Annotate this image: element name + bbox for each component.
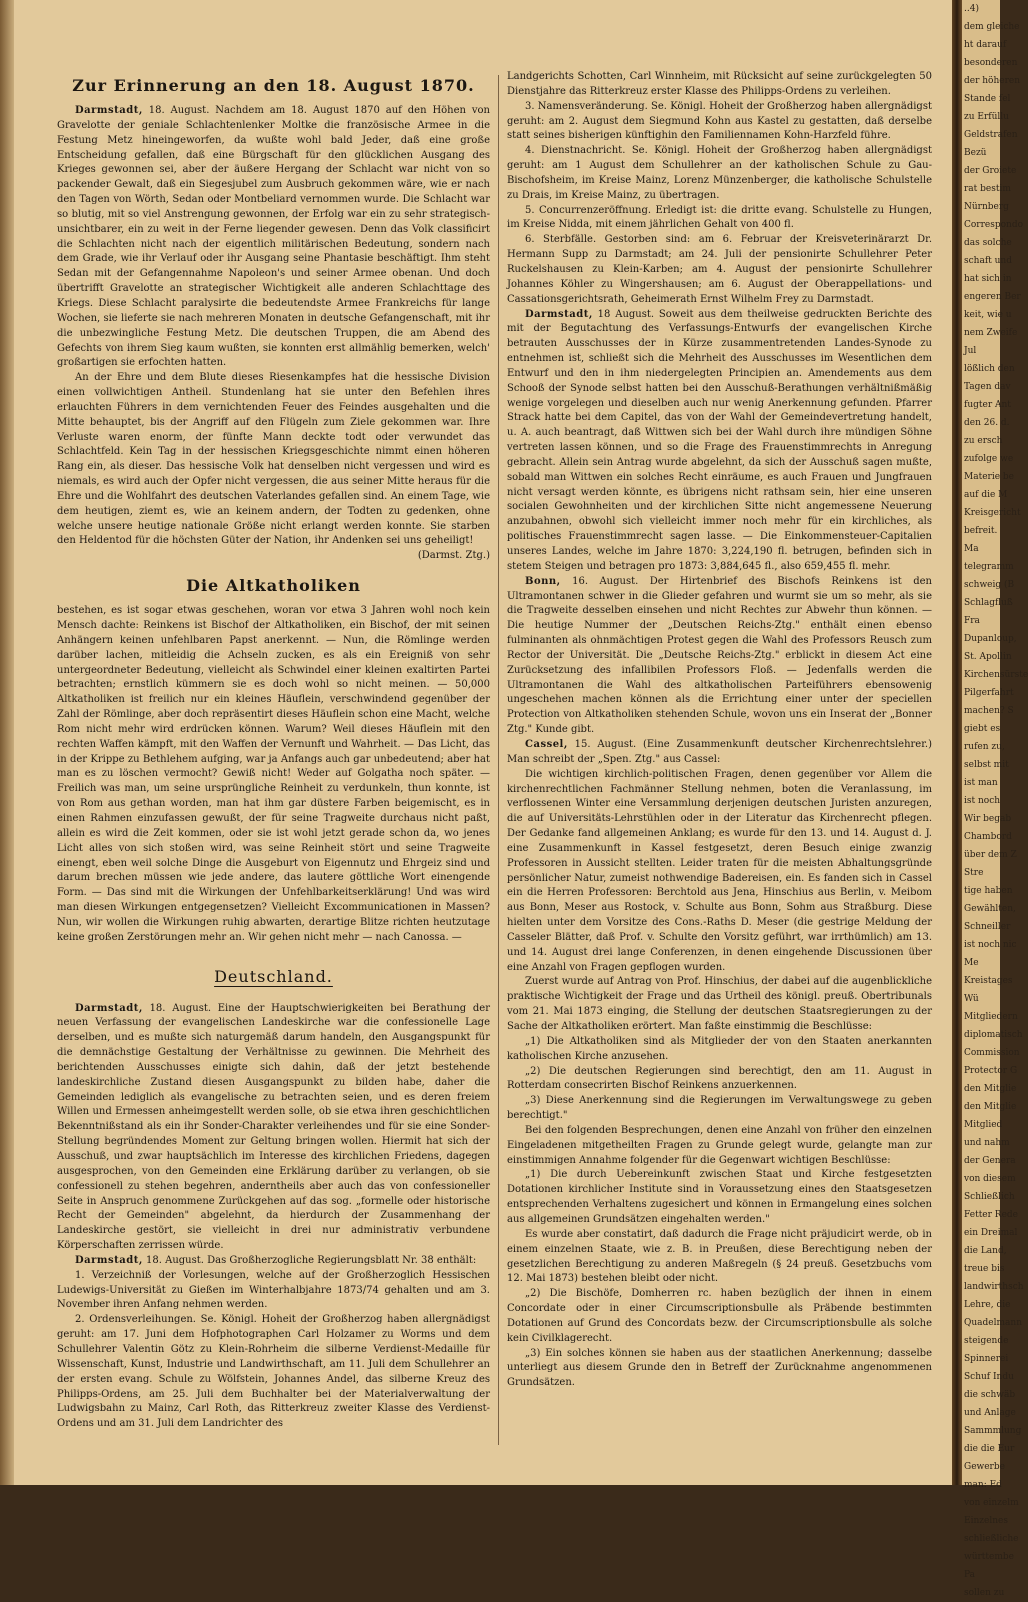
next-page-line: hat sich in	[964, 274, 1012, 284]
dateline: Darmstadt,	[75, 105, 143, 116]
list-item: 6. Sterbfälle. Gestorben sind: am 6. Februar der Kreisveterinärarzt Dr. Hermann Supp zu Darmstadt; am 24. Juli der pensionirte Schullehrer Peter Ruckelshausen zu Klein-Karben; am 4. August der pensionirte Schullehrer Johannes Köhler zu Wingershausen; am 6. August der Oberappellations- und Cassationsgerichtsrath, Geheimerath Ernst Wilhelm Frey zu Darmstadt.	[507, 234, 932, 305]
next-page-line: schweig (B	[964, 580, 1015, 590]
next-page-line: Kreistages	[964, 976, 1013, 986]
next-page-line: rufen zu,	[964, 742, 1005, 752]
next-page-line: Pilgerfahrt	[964, 688, 1014, 698]
next-page-line: zu Erfüllu	[964, 112, 1009, 122]
article-paragraph: bestehen, es ist sogar etwas geschehen, woran vor etwa 3 Jahren wohl noch kein Mensch dachte: Reinkens ist Bischof der Altkatholiken, ein Bischof, der mit seinen Anhängern keinen unfehlbaren Papst anerkennt. — Nun, die Römlinge werden darüber lachen, mitleidig die Achseln zucken, es als ein Ereigniß von sehr untergeordneter Bedeutung, vielleicht als Schwindel einer kleinen exaltirten Partei betrachten; ernstlich kümmern sie es doch wohl so nicht meinen. — 50,000 Altkatholiken ist freilich nur ein kleines Häuflein, verschwindend gegenüber der Zahl der Römlinge, aber doch repräsentirt dieses Häuflein schon eine Macht, welche Rom nicht mehr wird erdrücken können. Warum? Weil dieses Häuflein mit den rechten Waffen kämpft, mit den Waffen der Vernunft und Wahrheit. — Das Licht, das in der Krippe zu Bethlehem aufging, war ja Anfangs auch gar unbedeutend; aber hat man es zu löschen vermocht? Gewiß nicht! Weder auf Golgatha noch später. — Freilich was man, um seine ursprüngliche Reinheit zu verdunkeln, thun konnte, ist von Rom aus gethan worden, man hat ihm gar düstere Farben beigemischt, es in einen Rahmen einzufassen gewußt, der für seine Tragweite durchaus nicht paßt, allein es wird die Zeit kommen, oder sie ist wohl jetzt gerade schon da, wo jenes Licht alles von sich stoßen wird, was seine Reinheit stört und seine Tragweite einengt, eben weil solche Dinge die Ausgeburt von Eigennutz und Ehrgeiz sind und darum brechen müssen wie jede andere, das lautere göttliche Wort einengende Form. — Das sind mit die Wirkungen der Unfehlbarkeitserklärung! Und was wird man diesen Wirkungen entgegensetzen? Vielleicht Excommunicationen in Massen? Nun, wir wollen die Wirkungen ruhig abwarten, derartige Blitze richten heutzutage keine großen Zerstörungen mehr an. Wir gehen nicht mehr — nach Canossa. —	[57, 605, 490, 943]
next-page-line: Sammmlung	[964, 1426, 1022, 1436]
next-page-line: Gewerbe	[964, 1462, 1005, 1472]
next-page-line: zufolge we	[964, 454, 1014, 464]
next-page-line: selbst mit	[964, 760, 1009, 770]
next-page-line: Chambord	[964, 832, 1012, 842]
next-page-line: sollen zu	[964, 1588, 1005, 1598]
resolution-item: „1) Die Altkatholiken sind als Mitglieder der von den Staaten anerkannten katholischen Kirche anzusehen.	[507, 1035, 932, 1062]
next-page-line: Stre	[964, 868, 984, 878]
article-paragraph: Darmstadt, 18 August. Soweit aus dem theilweise gedruckten Berichte des mit der Begutachtung des Verfassungs-Entwurfs der evangelischen Kirche betrauten Ausschusses der in Kürze zusammentretenden Landes-Synode zu entnehmen ist, schließt sich die Mehrheit des Ausschusses im Wesentlichen dem Entwurf und den in ihm niedergelegten Principien an. Amendements aus dem Schooß der Synode selbst hatten bei den Ausschuß-Berathungen verhältnißmäßig wenige vorgelegen und dieselben auch nur wenig Anerkennung gefunden. Pfarrer Strack hatte bei dem Capitel, das von der Wahl der Gemeindevertretung handelt, u. A. auch beantragt, daß Wittwen sich bei der Wahl durch ihre mündigen Söhne vertreten lassen können, und so die Frage des Frauenstimmrechts in Anregung gebracht. Allein sein Antrag wurde abgelehnt, da sich der Ausschuß sagen mußte, sobald man Wittwen ein solches Recht einräume, es auch Frauen und Jungfrauen nicht versagt werden könnte, es übrigens nicht rathsam sein, hier eine unseren socialen Gewohnheiten und der kirchlichen Sitte nicht angemessene Neuerung anzubahnen, obwohl sich vielleicht immer noch mehr für ein kirchliches, als politisches Frauenstimmrecht sagen lasse. — Die Einkommensteuer-Capitalien unseres Landes, welche im Jahre 1870: 3,224,190 fl. betrugen, befinden sich in stetem Steigen und betragen pro 1873: 3,884,645 fl., also 659,455 fl. mehr.	[507, 308, 932, 572]
next-page-line: und Anlage	[964, 1408, 1016, 1418]
next-page-line: von einzelm	[964, 1498, 1019, 1508]
list-item: 1. Verzeichniß der Vorlesungen, welche auf der Großherzoglich Hessischen Ludewigs-Universität zu Gießen im Winterhalbjahre 1873/74 gehalten und am 3. November ihren Anfang nehmen werden.	[57, 1269, 490, 1311]
next-page-line: Ma	[964, 544, 979, 554]
dateline: Bonn,	[525, 575, 561, 587]
resolution-item: „2) Die deutschen Regierungen sind berechtigt, den am 11. August in Rotterdam consecrirten Bischof Reinkens anzuerkennen.	[507, 1065, 932, 1092]
resolution-item: „3) Ein solches können sie haben aus der staatlichen Anerkennung; dasselbe unterliegt aus diesem Grunde den in Betreff der Zurücknahme angenommenen Grundsätzen.	[507, 1347, 932, 1389]
next-page-line: zu ersch	[964, 436, 1003, 446]
article-paragraph: Landgerichts Schotten, Carl Winnheim, mit Rücksicht auf seine zurückgelegten 50 Dienstjahre das Ritterkreuz erster Klasse des Philipps-Ordens zu verleihen.	[507, 71, 932, 97]
next-page-line: Spinnerei	[964, 1354, 1009, 1364]
next-page-line: Lehre, die	[964, 1300, 1011, 1310]
article-paragraph: An der Ehre und dem Blute dieses Riesenkampfes hat die hessische Division einen vollwichtigen Antheil. Stundenlang hat sie unter den Befehlen ihres erlauchten Führers in dem vernichtenden Feuer des Feindes ausgehalten und die Mitte behauptet, bis der Angriff auf den Flügeln zum Ziele gekommen war. Ihre Verluste waren enorm, der fünfte Mann deckte todt oder verwundet das Schlachtfeld. Kein Tag in der hessischen Kriegsgeschichte nimmt einen höheren Rang ein, als dieser. Das hessische Volk hat denselben nicht vergessen und wird es niemals, es wird auch der Opfer nicht vergessen, die aus seiner Mitte heraus für die Ehre und die Wohlfahrt des deutschen Vaterlandes gefallen sind. An einem Tage, wie dem heutigen, ziemt es, wie an keinem andern, der Todten zu gedenken, ohne welche unsere heutige nationale Größe nicht erlangt werden konnte. Sie starben den Heldentod für die höchsten Güter der Nation, ihr Andenken sei uns geheiligt! (Darmst. Ztg.)	[57, 371, 490, 564]
resolution-item: „1) Die durch Uebereinkunft zwischen Staat und Kirche festgesetzten Dotationen kirchlicher Institute sind in Voraussetzung eines den Staatsgesetzen entsprechenden Verhaltens zugesichert und können in Ermangelung eines solchen aus allgemeinen Grundsätzen eingehalten werden."	[507, 1169, 932, 1225]
next-page-line: der höheren	[964, 76, 1021, 86]
article-paragraph: Die wichtigen kirchlich-politischen Fragen, denen gegenüber vor Allem die kirchenrechtlichen Fachmänner Stellung nehmen, boten die Veranlassung, im verflossenen Winter eine Versammlung derjenigen deutschen Juristen anzuregen, die auf Universitäts-Lehrstühlen oder in der Literatur das Kirchenrecht pflegen. Der Gedanke fand allgemeinen Anklang; es wurde für den 13. und 14. August d. J. eine Zusammenkunft in Kassel festgesetzt, deren Besuch einige zwanzig Professoren in Aussicht stellten. Leider traten für die meisten Abhaltungsgründe persönlicher Natur, zumeist nothwendige Badereisen, ein. Es fanden sich in Cassel ein die Herren Professoren: Berchtold aus Jena, Hinschius aus Berlin, v. Meibom aus Bonn, Meser aus Rostock, v. Schulte aus Bonn, Sohm aus Straßburg. Diese hielten unter dem Vorsitze des Cons.-Raths D. Meser (die gestrige Meldung der Casseler Blätter, daß Prof. v. Schulte den Vorsitz geführt, war irrthümlich) am 13. und 14. August drei lange Conferenzen, in denen eingehende Discussionen über eine Anzahl von Fragen gepflogen wurden.	[507, 768, 932, 973]
next-page-line: Schließlich	[964, 1192, 1015, 1202]
list-item: 3. Namensveränderung. Se. Königl. Hoheit der Großherzog haben allergnädigst geruht: am 2. August dem Siegmund Kohn aus Kastel zu gestatten, daß derselbe statt seines bisherigen künftighin den Familiennamen Kohn-Harzfeld führe.	[507, 100, 932, 142]
next-page-line: Gewählten,	[964, 904, 1016, 914]
next-page-line: die Land,	[964, 1246, 1007, 1256]
next-page-line: fugter Ant	[964, 400, 1011, 410]
next-page-line: treue bis	[964, 1264, 1005, 1274]
next-page-line: der Groiete	[964, 166, 1017, 176]
next-page-line: Mitglied	[964, 1120, 1003, 1130]
resolution-item: „2) Die Bischöfe, Domherren rc. haben bezüglich der ihnen in einem Concordate oder in einer Circumscriptionsbulle als Präbende bestimmten Dotationen auf Grund des Concordats bezw. der Circumscriptionsbulle als solche kein Civilklagerecht.	[507, 1288, 932, 1344]
next-page-line: Fra	[964, 616, 980, 626]
column-divider	[498, 75, 499, 1445]
page-edge	[0, 0, 14, 1485]
next-page-line: lößlich den	[964, 364, 1015, 374]
next-page-line: ist noch nic	[964, 940, 1017, 950]
next-page-line: schaft und	[964, 256, 1012, 266]
next-page-line: ..4)	[964, 4, 979, 14]
next-page-line: Correspondo	[964, 220, 1024, 230]
next-page-line: den 26. d.	[964, 418, 1010, 428]
next-page-line: steigende	[964, 1336, 1009, 1346]
heading-deutschland: Deutschland.	[214, 966, 333, 986]
next-page-line: Fetter Rede	[964, 1210, 1018, 1220]
list-item: 5. Concurrenzeröffnung. Erledigt ist: die dritte evang. Schulstelle zu Hungen, im Kreise Nidda, mit einem jährlichen Gehalt von 400 fl.	[507, 204, 932, 231]
next-page-line: auf die M	[964, 490, 1008, 500]
next-page-line: Bezü	[964, 148, 987, 158]
dateline: Darmstadt,	[75, 1002, 143, 1014]
next-page-line: die schwäb	[964, 1390, 1016, 1400]
next-page-line: Stande fel	[964, 94, 1011, 104]
next-page-line: Schneiller	[964, 922, 1011, 932]
next-page-line: Mitgliedern	[964, 1012, 1018, 1022]
next-page-line: Me	[964, 958, 979, 968]
next-page-line: man: Ed	[964, 1480, 1002, 1490]
next-page-line: württembe	[964, 1552, 1014, 1562]
next-page-line: ht darauf	[964, 40, 1007, 50]
next-page-line: Geldstrafen	[964, 130, 1018, 140]
next-page-line: keit, wie u	[964, 310, 1012, 320]
next-page-line: Nürnberg	[964, 202, 1009, 212]
next-page-line: den Mitglie	[964, 1084, 1017, 1094]
next-page-line: Einzelnes	[964, 1516, 1008, 1526]
next-page-line: schließliche	[964, 1534, 1019, 1544]
next-page-line: Kreisgericht	[964, 508, 1021, 518]
dateline: Darmstadt,	[75, 1254, 143, 1266]
next-page-line: Schlagfluß	[964, 598, 1013, 608]
next-page-line: giebt es	[964, 724, 1001, 734]
next-page-line: ist noch	[964, 796, 1001, 806]
dateline: Darmstadt,	[525, 308, 593, 320]
source-citation: (Darmst. Ztg.)	[417, 550, 490, 562]
next-page-line: dem gleiche	[964, 22, 1020, 32]
next-page-line: St. Apollin	[964, 652, 1012, 662]
next-page-line: Dupanloup,	[964, 634, 1017, 644]
article-paragraph: Darmstadt, 18. August. Nachdem am 18. August 1870 auf den Höhen von Gravelotte der geniale Schlachtenlenker Moltke die französische Armee in die Festung Metz hineingeworfen, da wußte wohl bald Jeder, daß eine große Entscheidung gefallen, daß eine Bürgschaft für den glücklichen Ausgang des Krieges gewonnen sei, aber der äußere Hergang der Schlacht war nicht von so packender Gewalt, daß ein Siegesjubel zum Ausbruch gekommen wäre, wie er nach den Tagen von Wörth, Sedan oder Montbeliard vernommen wurde. Die Schlacht war so blutig, mit so viel Anstrengung gewonnen, der Erfolg war ein zu sehr strategisch-unsichtbarer, ein zu weit in der Ferne liegender gewesen. Denn das Volk classificirt die Schlachten nicht nach der eigentlich militärischen Bedeutung, sondern nach dem Grade, wie ihr Verlauf oder ihr Ausgang seine Phantasie beschäftigt. Ihm steht Sedan mit der Gefangennahme Napoleon's und seiner Armee obenan. Und doch übertrifft Gravelotte an strategischer Wichtigkeit alle anderen Schlachttage des Kriegs. Diese Schlacht paralysirte die bedeutendste Armee Frankreichs für lange Wochen, sie lieferte sie nach mehreren Monaten in deutsche Gefangenschaft, mit ihr die unbezwingliche Festung Metz. Die deutschen Truppen, die am Abend des Gefechts von ihrem Sieg kaum wußten, sie konnten erst allmählig bemerken, welch' großartigen sie erfochten hatten.	[57, 105, 490, 369]
article-paragraph: Bonn, 16. August. Der Hirtenbrief des Bischofs Reinkens ist den Ultramontanen schwer in die Glieder gefahren und wurmt sie um so mehr, als sie die Tragweite desselben einsehen und nicht Rechtes zur Abwehr thun können. — Die heutige Nummer der „Deutschen Reichs-Ztg." enthält einen ebenso fulminanten als ohnmächtigen Protest gegen die Wahl des Professors Reusch zum Rector der Universität. Die „Deutsche Reichs-Ztg." erblickt in diesem Act eine Zurücksetzung des infallibilen Professors Floß. — Jedenfalls werden die Ultramontanen die Wahl des altkatholischen Parteiführers ebensowenig ungeschehen machen können als die Errichtung einer unter der speciellen Protection von Altkatholiken stehenden Schule, wovon uns ein Inserat der „Bonner Ztg." Kunde gibt.	[507, 575, 932, 736]
article-paragraph: Cassel, 15. August. (Eine Zusammenkunft deutscher Kirchenrechtslehrer.) Man schreibt der „Spen. Ztg." aus Cassel:	[507, 738, 932, 765]
next-page-line: Jul	[964, 346, 977, 356]
next-page-line: diplomatisch	[964, 1030, 1023, 1040]
next-page-line: Wir begab	[964, 814, 1012, 824]
next-page-line: Tagen dav	[964, 382, 1011, 392]
next-page-line: rat bestim	[964, 184, 1011, 194]
next-page-edge	[962, 0, 1028, 1598]
next-page-line: nem Zweife	[964, 328, 1018, 338]
right-column	[507, 70, 932, 1391]
next-page-line: ist man	[964, 778, 998, 788]
next-page-line: die die Eur	[964, 1444, 1015, 1454]
next-page-line: Pa	[964, 1570, 976, 1580]
next-page-line: Commission	[964, 1048, 1020, 1058]
next-page-line: tige haben	[964, 886, 1013, 896]
next-page-line: machen? S	[964, 706, 1014, 716]
heading-altkatholiken: Die Altkatholiken	[186, 576, 361, 596]
heading-erinnerung: Zur Erinnerung an den 18. August 1870.	[72, 76, 475, 95]
next-page-line: Materie be	[964, 472, 1014, 482]
next-page-line: landwirthsch	[964, 1282, 1024, 1292]
left-column	[57, 70, 490, 1432]
dateline: Cassel,	[525, 738, 568, 750]
next-page-line: Wü	[964, 994, 979, 1004]
next-page-line: Schuf Indu	[964, 1372, 1014, 1382]
book-gutter	[952, 0, 962, 1485]
next-page-line: Kirchensürste	[964, 670, 1028, 680]
list-item: 2. Ordensverleihungen. Se. Königl. Hoheit der Großherzog haben allergnädigst geruht: am 17. Juni dem Hofphotographen Carl Holzamer zu Worms und dem Schullehrer Valentin Götz zu Klein-Rohrheim die silberne Verdienst-Medaille für Wissenschaft, Kunst, Industrie und Landwirthschaft, am 11. Juli dem Schullehrer an der ersten evang. Schule zu Wölfstein, Johannes Andel, das silberne Kreuz des Philipps-Ordens, am 25. Juli dem Buchhalter bei der Materialverwaltung der Ludwigsbahn zu Mainz, Carl Roth, das Ritterkreuz zweiter Klasse des Verdienst-Ordens und am 31. Juli dem Landrichter des	[57, 1314, 490, 1430]
next-page-line: engeren Ber	[964, 292, 1021, 302]
next-page-line: von diesem	[964, 1174, 1016, 1184]
next-page-line: der Genera	[964, 1156, 1016, 1166]
next-page-line: Quadelmann	[964, 1318, 1022, 1328]
resolution-item: „3) Diese Anerkennung sind die Regierungen im Verwaltungswege zu geben berechtigt."	[507, 1095, 932, 1122]
list-item: 4. Dienstnachricht. Se. Königl. Hoheit der Großherzog haben allergnädigst geruht: am 1 August dem Schullehrer an der katholischen Schule zu Gau-Bischofsheim, im Kreise Mainz, Lorenz Münzenberger, die katholische Schulstelle zu Drais, im Kreise Mainz, zu übertragen.	[507, 145, 932, 201]
next-page-line: besonderen	[964, 58, 1018, 68]
next-page-line: befreit.	[964, 526, 998, 536]
article-paragraph: Zuerst wurde auf Antrag von Prof. Hinschius, der dabei auf die augenblickliche praktische Wichtigkeit der Frage und das Urtheil des königl. preuß. Obertribunals vom 21. Mai 1873 einging, die Stellung der deutschen Staatsregierungen zu der Sache der Altkatholiken erörtert. Man faßte einstimmig die Beschlüsse:	[507, 976, 932, 1032]
next-page-line: ein Dreimal	[964, 1228, 1018, 1238]
next-page-line: über dem Z	[964, 850, 1017, 860]
next-page-line: telegramm	[964, 562, 1014, 572]
article-paragraph: Darmstadt, 18. August. Das Großherzogliche Regierungsblatt Nr. 38 enthält:	[75, 1254, 477, 1266]
article-paragraph: Bei den folgenden Besprechungen, denen eine Anzahl von früher den einzelnen Eingeladenen mitgetheilten Fragen zu Grunde gelegt wurde, gelangte man zur einstimmigen Annahme folgender für die Gegenwart wichtigen Beschlüsse:	[507, 1124, 932, 1166]
next-page-line: und nahm	[964, 1138, 1010, 1148]
next-page-line: den Mitglie	[964, 1102, 1017, 1112]
article-paragraph: Es wurde aber constatirt, daß dadurch die Frage nicht präjudicirt werde, ob in einem einzelnen Staate, wie z. B. in Preußen, diese Berechtigung neben der gesetzlichen Berechtigung zu anderen Maßregeln (§ 24 preuß. Gesetzbuchs vom 12. Mai 1873) bestehen bleibt oder nicht.	[507, 1228, 932, 1285]
article-paragraph: Darmstadt, 18. August. Eine der Hauptschwierigkeiten bei Berathung der neuen Verfassung der evangelischen Landeskirche war die confessionelle Lage derselben, und es mußte sich naturgemäß darum handeln, den Ausgangspunkt für die demnächstige Gestaltung der Verhältnisse zu gewinnen. Die Mehrheit des berichtenden Ausschusses einigte sich dahin, daß der jetzt bestehende landeskirchliche Zustand diesen Ausgangspunkt zu bilden habe, daher die Gemeinden lediglich als evangelische zu betrachten seien, und es deren freiem Willen und Ermessen anheimgestellt werden solle, ob sie etwa ihren geschichtlichen Bekenntnißstand als ein ihr Sonder-Charakter verleihendes und für sie eine Sonder-Stellung begründendes Moment zur Geltung bringen wollen. Hiermit hat sich der Ausschuß, und zwar hauptsächlich im Interesse des kirchlichen Friedens, dagegen ausgesprochen, von den Gemeinden eine Erklärung darüber zu verlangen, ob sie confessionell zu stehen begehren, anderntheils aber auch das von confessioneller Seite in Anspruch genommene Zurückgehen auf das sog. „formelle oder historische Recht der Gemeinden" abgelehnt, da hierdurch der Zusammenhang der Landeskirche gestört, sie vielleicht in drei nur administrativ verbundene Körperschaften zerrissen würde.	[57, 1002, 490, 1252]
next-page-line: Protector G	[964, 1066, 1018, 1076]
next-page-line: das solche	[964, 238, 1012, 248]
